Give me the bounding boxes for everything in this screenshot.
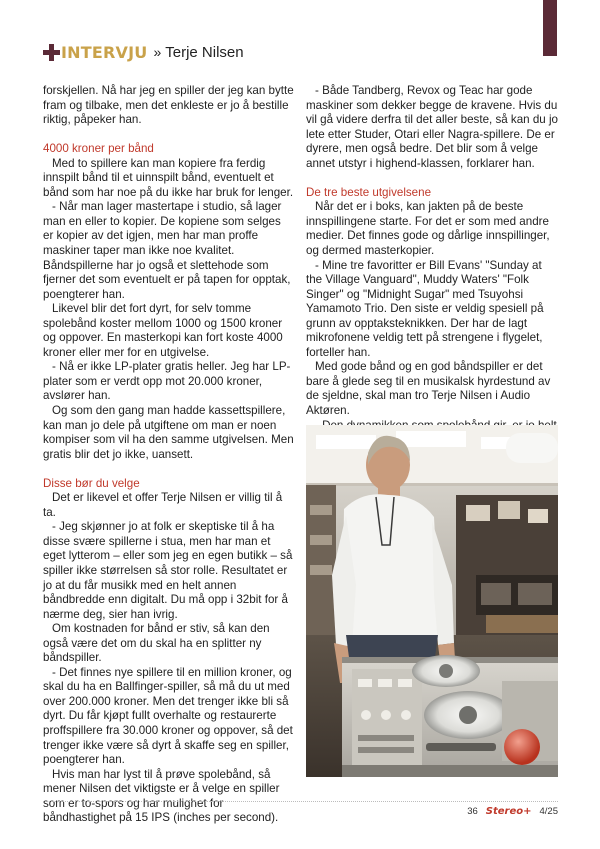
paragraph: Om kostnaden for bånd er stiv, så kan den også være det om du skal ha en splitter ny båndspiller.	[43, 622, 270, 665]
plus-icon	[43, 44, 60, 61]
paragraph: - Nå er ikke LP-plater gratis heller. Jeg har LP-plater som er verdt opp mot 20.000 kroner, avslører han.	[43, 360, 291, 403]
subheading: De tre beste utgivelsene	[306, 185, 432, 199]
paragraph: Med gode bånd og en god båndspiller er det bare å glede seg til en musikalsk hyrdestund av de sjeldne, skal man tro Terje Nilsen i Audio Aktøren.	[306, 360, 551, 417]
page-number: 36	[467, 806, 478, 817]
paragraph: Når det er i boks, kan jakten på de beste innspillingene starte. For det er som med andre medier. Det finnes gode og dårlige innspillinger, og dermed masterkopier.	[306, 200, 550, 257]
paragraph: - Når man lager mastertape i studio, så lager man en eller to kopier. De kopiene som selges er kopier av det igjen, men har man proffe maskiner taper man ikke noe kvalitet. Båndspillerne har jo også et slettehode som fjerner det som eventuelt er på tapen for opptak, poengterer han.	[43, 200, 291, 301]
corner-color-tab	[543, 0, 557, 56]
paragraph: - Mine tre favoritter er Bill Evans' "Sunday at the Village Vanguard", Muddy Waters' "Folk Singer" og "Midnight Sugar" med Tsuyohsi Yamamoto Trio. Den siste er veldig spesiell på grunn av opptaksteknikken. Der har de lagt mikrofonene veldig tett på strengene i flygelet, forteller han.	[306, 258, 544, 359]
right-text-column	[306, 84, 558, 448]
paragraph: Med to spillere kan man kopiere fra ferdig innspilt bånd til et uinnspilt bånd, eventuelt et bånd som har noe på du ikke har bruk for lenger.	[43, 156, 294, 199]
header-separator: »	[153, 44, 162, 60]
page-footer	[467, 806, 558, 817]
subheading: Disse bør du velge	[43, 476, 140, 490]
section-header	[43, 40, 244, 64]
left-text-column	[43, 84, 294, 826]
subheading: 4000 kroner per bånd	[43, 142, 154, 156]
footer-divider	[43, 801, 558, 802]
paragraph: - Jeg skjønner jo at folk er skeptiske til å ha disse svære spillerne i stua, men har man et eget lytterom – eller som jeg en egen butikk – så spiller ikke størrelsen så stor rolle. Resultatet er jo at du får musikk med en helt annen båndbredde enn digitalt. Du må opp i 32bit for å nærme deg, sier han ivrig.	[43, 520, 293, 621]
paragraph: Likevel blir det fort dyrt, for selv tomme spolebånd koster mellom 1000 og 1500 kroner og oppover. En masterkopi kan fort koste 4000 kroner eller mer for en utgivelse.	[43, 302, 283, 359]
paragraph: forskjellen. Nå har jeg en spiller der jeg kan bytte fram og tilbake, men det enkleste er jo å bestille riktig, påpeker han.	[43, 84, 294, 127]
paragraph: - Det finnes nye spillere til en million kroner, og skal du ha en Ballfinger-spiller, så må du ut med over 200.000 kroner. Men det trenger ikke bli så dyrt. Du får kjøpt fullt overhalte og restaurerte proffspillere fra 30.000 kroner og oppover, så det trenger ikke være så dyrt å skaffe seg en spiller, poengterer han.	[43, 665, 293, 767]
article-photo	[306, 425, 558, 777]
paragraph: Det er likevel et offer Terje Nilsen er villig til å ta.	[43, 491, 283, 519]
paragraph: - Både Tandberg, Revox og Teac har gode maskiner som dekker begge de kravene. Hvis du vil gå videre derfra til det aller beste, så kan du jo lete etter Studer, Otari eller Nagra-spillere. De er dyrere, men også bedre. Det blir som å velge annet utstyr i highend-klassen, forklarer han.	[306, 84, 558, 170]
paragraph: Og som den gang man hadde kassettspillere, kan man jo dele på utgiftene om man er noen kompiser som vil ha den samme utgivelsen. Men gratis blir det jo ikke, uansett.	[43, 403, 294, 461]
section-label: INTERVJU	[61, 42, 148, 62]
interviewee-name: Terje Nilsen	[165, 43, 244, 61]
magazine-logo: Stereo+	[485, 806, 532, 817]
issue-number: 4/25	[539, 806, 558, 817]
paragraph: Hvis man har lyst til å prøve spolebånd, så mener Nilsen det viktigste er å velge en spiller som er to-spors og har mulighet for båndhastighet på 15 IPS (inches per second).	[43, 767, 280, 825]
